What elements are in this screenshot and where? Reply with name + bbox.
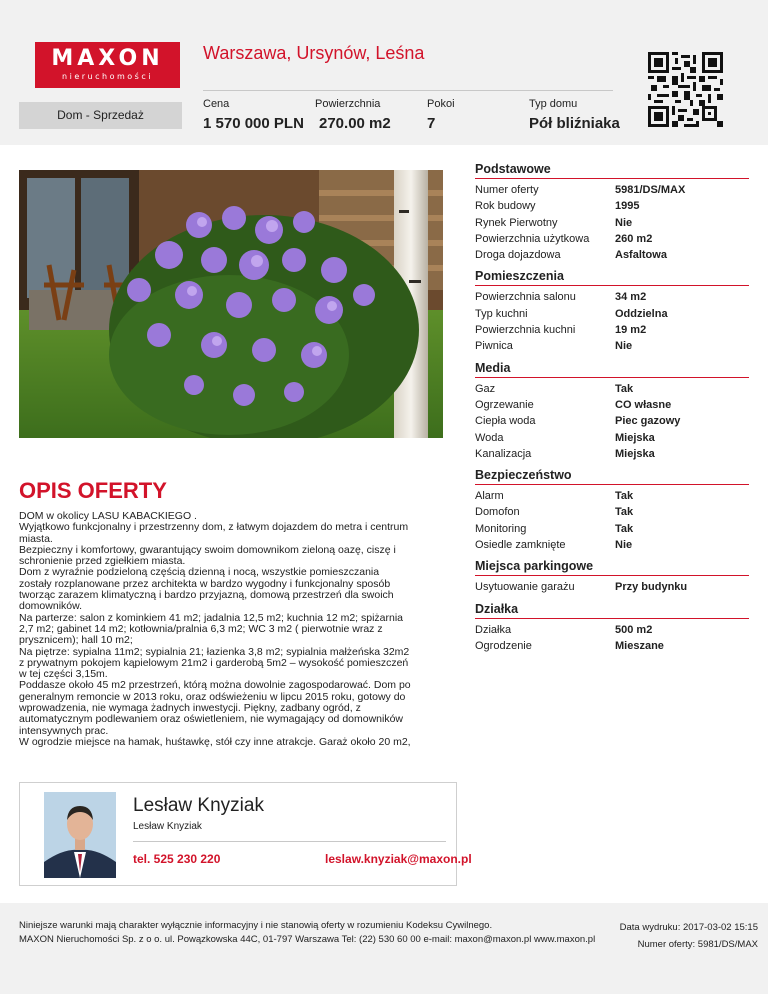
logo-sub-text: nieruchomości [62,72,153,81]
detail-key: Powierzchnia salonu [475,291,576,304]
footer-offer-number: Numer oferty: 5981/DS/MAX [637,939,758,950]
stat-value: 270.00 m2 [319,115,391,132]
detail-row [475,638,749,654]
detail-row [475,381,749,397]
listing-title: Warszawa, Ursynów, Leśna [203,43,425,63]
description-line: intensywnych prac. [19,724,109,737]
detail-row [475,537,749,553]
section-title: Miejsca parkingowe [475,559,749,576]
detail-row [475,488,749,504]
detail-value: Nie [615,539,633,552]
agent-email-link[interactable]: leslaw.knyziak@maxon.pl [325,852,472,866]
section-title: Bezpieczeństwo [475,468,749,485]
detail-key: Domofon [475,506,520,519]
detail-value: 260 m2 [615,232,653,245]
stat-label: Pokoi [427,98,455,110]
description-line: Na parterze: salon z kominkiem 41 m2; jadalnia 12,5 m2; kuchnia 12 m2; spiżarnia [19,611,404,624]
detail-value: 5981/DS/MAX [615,184,686,196]
detail-row [475,182,749,198]
detail-value: Oddzielna [615,307,668,320]
detail-key: Kanalizacja [475,447,532,460]
detail-key: Droga dojazdowa [475,249,561,262]
section-basic [475,162,749,263]
stat-rooms [427,98,455,132]
description-line: schronienie przed zgiełkiem miasta. [19,555,186,568]
detail-key: Numer oferty [475,184,539,196]
detail-row [475,289,749,305]
agent-card [19,782,472,886]
stat-label: Powierzchnia [315,98,381,110]
detail-key: Gaz [475,382,496,395]
header-divider [203,90,613,91]
property-photo[interactable] [19,170,443,438]
description-line: miasta. [19,532,53,545]
detail-row [475,198,749,214]
section-title: Media [475,361,749,378]
section-title: Działka [475,602,749,619]
detail-value: Piec gazowy [615,415,681,428]
stat-label: Cena [203,98,230,110]
description-line: Poddasze około 45 m2 przestrzeń, którą można dowolnie zagospodarować. Dom po [19,679,411,692]
detail-key: Powierzchnia użytkowa [475,232,590,245]
description-line: 2,7 m2; gabinet 14 m2; kotłownia/pralnia 6,3 m2; WC 3 m2 ( pierwotnie wraz z [19,622,383,635]
detail-value: 34 m2 [615,291,647,304]
header [0,0,768,145]
description-line: w tej części 3,15m. [19,668,108,681]
footer [0,903,768,994]
description-line: generalnym remoncie w 2013 roku, oraz odświeżeniu w lipcu 2015 roku, gotowy do [19,690,406,703]
stat-price [203,98,304,132]
description-line: z prywatnym pokojem kąpielowym 21m2 i garderobą 5m2 – wysokość pomieszczeń [19,656,409,669]
section-security [475,468,749,553]
detail-key: Monitoring [475,522,527,535]
stat-house-type [529,98,620,132]
detail-row [475,622,749,638]
section-title: Podstawowe [475,162,749,179]
section-utilities [475,361,749,462]
agent-name: Lesław Knyziak [133,795,264,816]
detail-key: Powierzchnia kuchni [475,324,576,337]
detail-value: Miejska [615,447,655,460]
detail-key: Ogrzewanie [475,398,534,411]
detail-row [475,215,749,231]
detail-key: Działka [475,623,512,636]
detail-value: Tak [615,382,634,395]
detail-key: Alarm [475,490,504,503]
section-title: Pomieszczenia [475,269,749,286]
maxon-logo[interactable] [35,42,180,88]
detail-row [475,231,749,247]
detail-key: Ciepła woda [475,415,536,428]
footer-company-line: MAXON Nieruchomości Sp. z o o. ul. Powązkowska 44C, 01-797 Warszawa Tel: (22) 530 60 00 e-mail: maxon@maxon.pl www.maxon.pl [19,934,596,945]
detail-key: Rok budowy [475,200,536,213]
agent-phone-link[interactable]: tel. 525 230 220 [133,852,221,866]
qr-code-icon[interactable] [648,52,723,127]
footer-disclaimer-line: Niniejsze warunki mają charakter wyłącznie informacyjny i nie stanowią oferty w rozumieniu Kodeksu Cywilnego. [19,920,493,931]
footer-disclaimer [19,919,595,947]
stat-value: 7 [427,115,436,132]
description-line: domowników. [19,600,83,613]
description-line: tworząc zarazem klimatyczną i bardzo przyjazną, domową przestrzeń dla swoich [19,589,394,602]
detail-value: Miejska [615,431,655,444]
stat-value: Pół bliźniaka [529,115,620,132]
detail-key: Piwnica [475,340,513,353]
detail-row [475,579,749,595]
print-date: Data wydruku: 2017-03-02 15:15 [619,922,758,933]
detail-key: Woda [475,431,504,444]
detail-value: Nie [615,340,633,353]
detail-value: 500 m2 [615,623,653,636]
details-panel [475,162,749,660]
detail-value: Przy budynku [615,581,688,594]
detail-value: Mieszane [615,639,664,652]
detail-row [475,430,749,446]
detail-key: Typ kuchni [475,307,528,320]
footer-meta [620,919,758,953]
description-line: Dom z wyraźnie podzieloną częścią dzienną i nocą, wszystkie pomieszczania [19,566,380,579]
detail-row [475,397,749,413]
detail-value: Tak [615,522,634,535]
detail-value: 19 m2 [615,324,647,337]
description-line: DOM w okolicy LASU KABACKIEGO . [19,510,197,522]
detail-row [475,446,749,462]
offer-type-badge: Dom - Sprzedaż [19,102,182,129]
description-line: zostały rozplanowane przez architekta w bardzo wygodny i funkcjonalny sposób [19,577,391,590]
description-title: OPIS OFERTY [19,478,167,503]
agent-subname: Lesław Knyziak [133,821,202,832]
section-parking [475,559,749,595]
detail-row [475,247,749,263]
detail-row [475,306,749,322]
description-line: Bezpieczny i komfortowy, gwarantujący swoim domownikom zieloną oazę, ciszę i [19,543,396,556]
description-line: W ogrodzie miejsce na hamak, huśtawkę, stół czy inne atrakcje. Garaż około 20 m2, [19,735,411,748]
agent-avatar [44,792,116,878]
description-line: automatycznym podlewaniem oraz oświetleniem, nie wymagający od domowników [19,713,404,726]
detail-key: Usytuowanie garażu [475,581,575,594]
description-line: Wyjątkowo funkcjonalny i przestrzenny dom, z łatwym dojazdem do metra i centrum [19,521,409,534]
detail-key: Ogrodzenie [475,639,532,652]
description-line: Na piętrze: sypialna 11m2; sypialnia 21; łazienka 3,8 m2; sypialnia małżeńska 32m2 [19,645,410,658]
section-plot [475,602,749,655]
detail-value: Nie [615,216,633,229]
detail-key: Osiedle zamknięte [475,539,566,552]
section-rooms [475,269,749,354]
detail-key: Rynek Pierwotny [475,216,558,229]
detail-value: 1995 [615,200,640,213]
agent-divider [133,841,446,842]
description-line: prysznicem); hall 10 m2; [19,634,133,647]
logo-main-text: MAXON [51,46,164,71]
detail-value: CO własne [615,398,672,411]
description-text [19,511,461,748]
stat-area [315,98,391,132]
detail-row [475,504,749,520]
detail-value: Tak [615,506,634,519]
stat-label: Typ domu [529,98,578,110]
detail-row [475,338,749,354]
detail-value: Asfaltowa [615,249,667,262]
description-line: wprowadzenia, nie wymaga żadnych inwestycji. Piękny, zadbany ogród, z [19,702,361,715]
stat-value: 1 570 000 PLN [203,115,304,132]
detail-row [475,521,749,537]
detail-row [475,322,749,338]
detail-row [475,413,749,429]
detail-value: Tak [615,490,634,503]
